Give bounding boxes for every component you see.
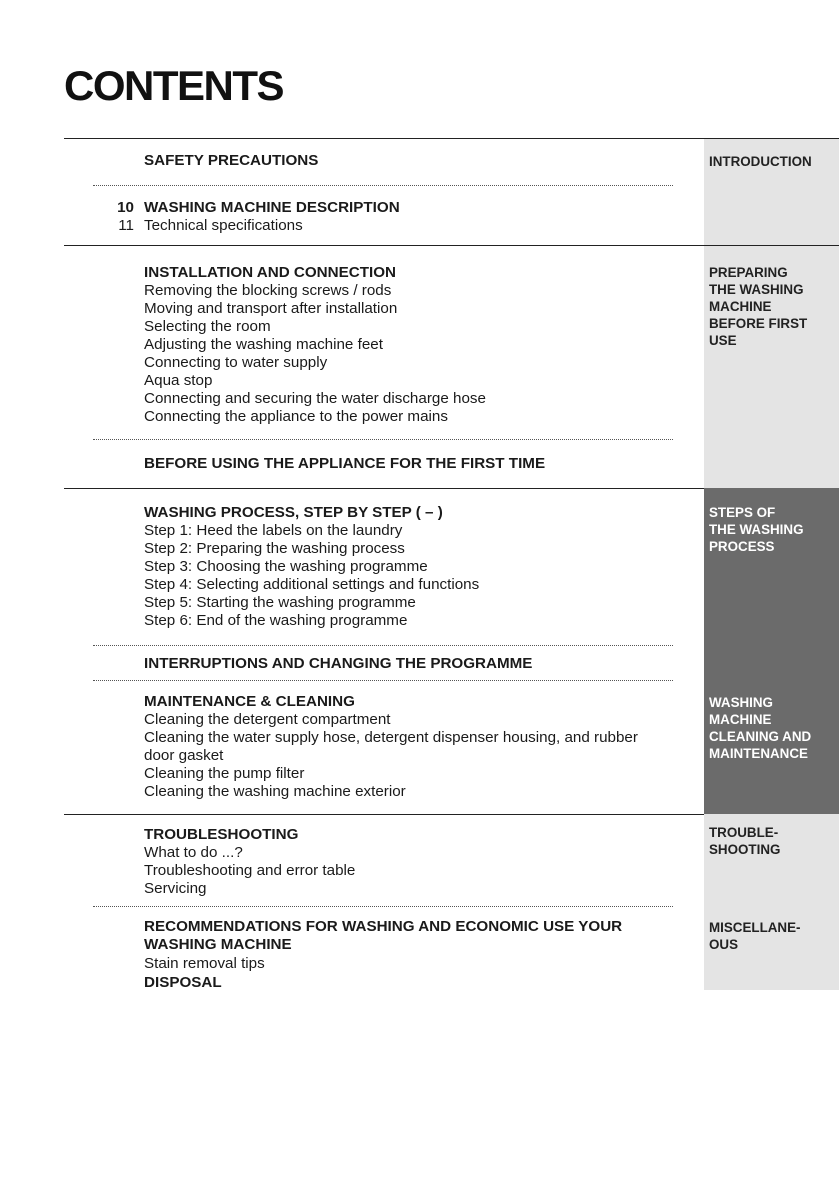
page-number: 10	[117, 199, 134, 216]
page-number: 11	[118, 217, 134, 234]
toc-heading-washing-process[interactable]: WASHING PROCESS, STEP BY STEP ( – )	[144, 504, 443, 521]
side-label-introduction: INTRODUCTION	[709, 154, 812, 169]
side-label-troubleshooting: TROUBLE- SHOOTING	[709, 825, 781, 857]
toc-item[interactable]: Step 6: End of the washing programme	[144, 612, 408, 629]
toc-heading-troubleshooting[interactable]: TROUBLESHOOTING	[144, 826, 299, 843]
dotted-separator	[93, 185, 673, 186]
toc-item[interactable]: Step 3: Choosing the washing programme	[144, 558, 428, 575]
toc-heading-description[interactable]: WASHING MACHINE DESCRIPTION	[144, 199, 400, 216]
toc-item[interactable]: Aqua stop	[144, 372, 213, 389]
toc-item[interactable]: Step 1: Heed the labels on the laundry	[144, 522, 403, 539]
toc-item[interactable]: What to do ...?	[144, 844, 243, 861]
toc-item[interactable]: Adjusting the washing machine feet	[144, 336, 383, 353]
toc-item[interactable]: Cleaning the pump filter	[144, 765, 305, 782]
toc-item[interactable]: Cleaning the detergent compartment	[144, 711, 391, 728]
side-label-maintenance: WASHING MACHINE CLEANING AND MAINTENANCE	[709, 695, 812, 761]
toc-item[interactable]: door gasket	[144, 747, 224, 764]
dotted-separator	[93, 906, 673, 907]
toc-heading-safety[interactable]: SAFETY PRECAUTIONS	[144, 152, 319, 169]
toc-heading-disposal[interactable]: DISPOSAL	[144, 974, 222, 991]
side-label-misc: MISCELLANE- OUS	[709, 920, 801, 952]
dotted-separator	[93, 645, 673, 646]
section-divider	[64, 488, 704, 489]
toc-item[interactable]: Step 4: Selecting additional settings and functions	[144, 576, 480, 593]
toc-heading-installation[interactable]: INSTALLATION AND CONNECTION	[144, 264, 396, 281]
section-divider	[64, 814, 704, 815]
side-label-steps: STEPS OF THE WASHING PROCESS	[709, 505, 804, 554]
toc-heading-recommendations-cont[interactable]: WASHING MACHINE	[144, 936, 292, 953]
toc-item[interactable]: Removing the blocking screws / rods	[144, 282, 392, 299]
side-label-preparing: PREPARING THE WASHING MACHINE BEFORE FIRST USE	[709, 265, 808, 348]
toc-item[interactable]: Cleaning the water supply hose, detergent dispenser housing, and rubber	[144, 729, 638, 746]
toc-item[interactable]: Selecting the room	[144, 318, 271, 335]
dotted-separator	[93, 680, 673, 681]
toc-item-specifications[interactable]: Technical specifications	[144, 217, 303, 234]
toc-item[interactable]: Connecting to water supply	[144, 354, 328, 371]
toc-heading-interruptions[interactable]: INTERRUPTIONS AND CHANGING THE PROGRAMME	[144, 655, 533, 672]
toc-heading-recommendations[interactable]: RECOMMENDATIONS FOR WASHING AND ECONOMIC USE YOUR	[144, 918, 623, 935]
toc-item[interactable]: Troubleshooting and error table	[144, 862, 356, 879]
toc-item[interactable]: Connecting and securing the water discharge hose	[144, 390, 486, 407]
toc-item[interactable]: Step 5: Starting the washing programme	[144, 594, 416, 611]
toc-item[interactable]: Moving and transport after installation	[144, 300, 398, 317]
toc-item-stain-removal[interactable]: Stain removal tips	[144, 955, 265, 972]
toc-item[interactable]: Servicing	[144, 880, 207, 897]
section-divider	[64, 245, 839, 246]
toc-item[interactable]: Connecting the appliance to the power mains	[144, 408, 448, 425]
toc-heading-first-time[interactable]: BEFORE USING THE APPLIANCE FOR THE FIRST TIME	[144, 455, 546, 472]
dotted-separator	[93, 439, 673, 440]
toc-item[interactable]: Cleaning the washing machine exterior	[144, 783, 406, 800]
section-divider	[64, 138, 839, 139]
page-title: CONTENTS	[64, 62, 283, 109]
toc-item[interactable]: Step 2: Preparing the washing process	[144, 540, 405, 557]
toc-heading-maintenance[interactable]: MAINTENANCE & CLEANING	[144, 693, 355, 710]
